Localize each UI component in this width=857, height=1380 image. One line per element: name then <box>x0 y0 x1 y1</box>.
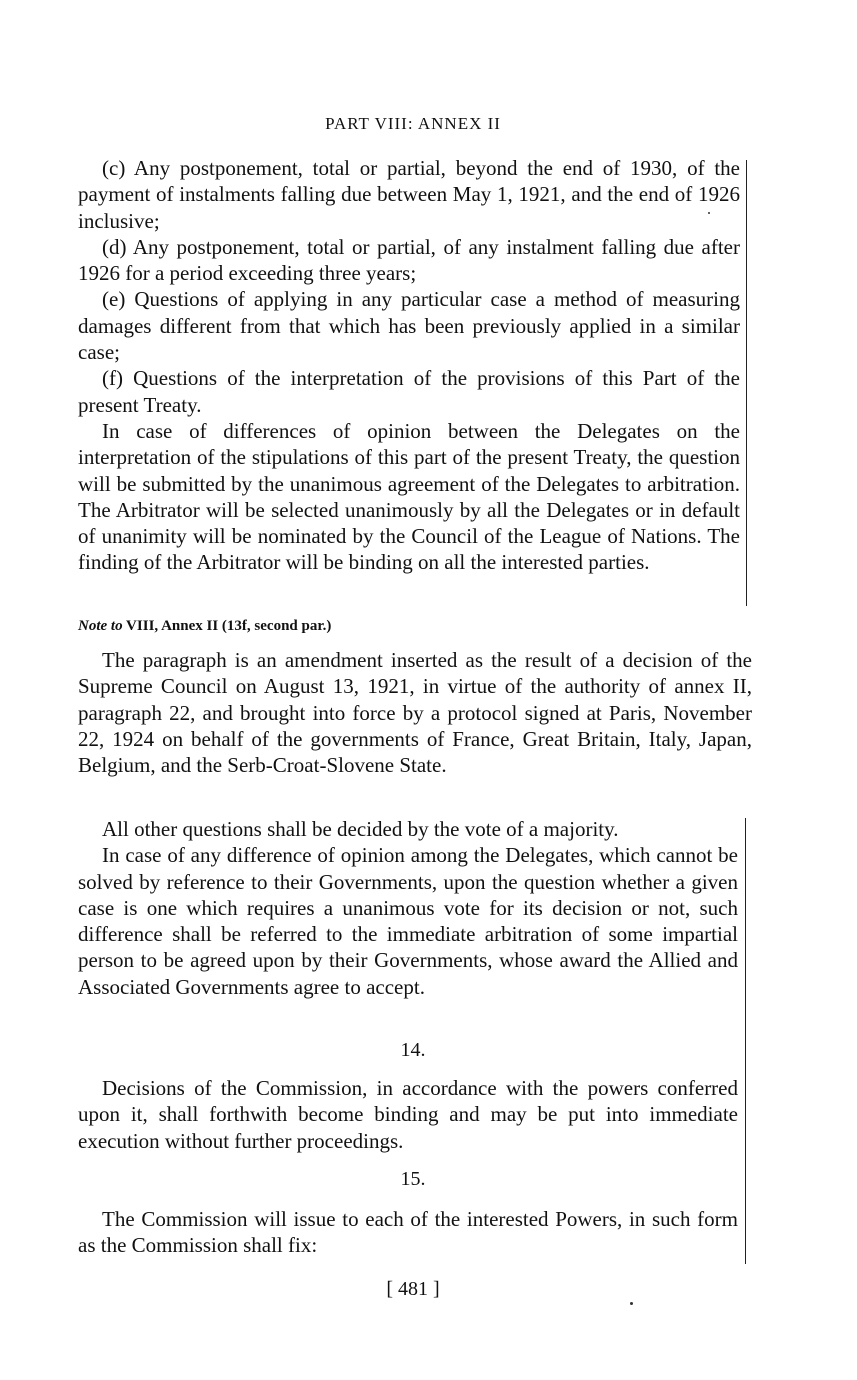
section-number-15: 15. <box>400 1168 426 1190</box>
clause-d: (d) Any postponement, total or partial, of any instalment falling due after 1926 for a period exceeding three years; <box>78 234 740 286</box>
page-number: [ 481 ] <box>386 1278 440 1300</box>
note-label-reference: VIII, Annex II (13f, second par.) <box>122 618 332 634</box>
clause-c: (c) Any postponement, total or partial, beyond the end of 1930, of the payment of instalments falling due between May 1, 1921, and the end of 1926 inclusive; <box>78 156 740 233</box>
section-number-14: 14. <box>400 1039 426 1061</box>
majority-paragraph: All other questions shall be decided by the vote of a majority. <box>102 817 619 841</box>
section-14-paragraph: Decisions of the Commission, in accordance with the powers conferred upon it, shall forthwith become binding and may be put into immediate execution without further proceedings. <box>78 1076 738 1153</box>
running-header: PART VIII: ANNEX II <box>325 114 501 133</box>
note-text <box>78 647 752 778</box>
section-15-text <box>78 1206 738 1259</box>
clause-f: (f) Questions of the interpretation of the provisions of this Part of the present Treaty. <box>78 366 740 417</box>
clause-e: (e) Questions of applying in any particular case a method of measuring damages different from that which has been previously applied in a similar case; <box>78 287 740 365</box>
annex-text-upper <box>78 155 740 576</box>
margin-rule-top <box>746 160 747 606</box>
annex-text-lower <box>78 816 738 1000</box>
difference-paragraph: In case of any difference of opinion among the Delegates, which cannot be solved by reference to their Governments, upon the question whether a given case is one which requires a unanimous vote for its decision or not, such difference shall be referred to the immediate arbitration of some impartial person to be agreed upon by their Governments, whose award the Allied and Associated Governments agree to accept. <box>78 843 738 999</box>
note-label-italic: Note to <box>78 618 123 634</box>
note-body: The paragraph is an amendment inserted as the result of a decision of the Supreme Council on August 13, 1921, in virtue of the authority of annex II, paragraph 22, and brought into force by a protocol signed at Paris, November 22, 1924 on behalf of the governments of France, Great Britain, Italy, Japan, Belgium, and the Serb-Croat-Slovene State. <box>78 648 752 778</box>
arbitration-paragraph: In case of differences of opinion between the Delegates on the interpretation of the stipulations of this part of the present Treaty, the question will be submitted by the unanimous agreement of the Delegates to arbitration. The Arbitrator will be selected unanimously by all the Delegates or in default of unanimity will be nominated by the Council of the League of Nations. The finding of the Arbitrator will be binding on all the interested parties. <box>78 418 740 575</box>
print-speck <box>708 212 710 214</box>
note-heading <box>78 618 331 635</box>
section-15-paragraph: The Commission will issue to each of the interested Powers, in such form as the Commission shall fix: <box>78 1207 738 1258</box>
section-14-text <box>78 1075 738 1154</box>
print-speck <box>630 1302 633 1305</box>
